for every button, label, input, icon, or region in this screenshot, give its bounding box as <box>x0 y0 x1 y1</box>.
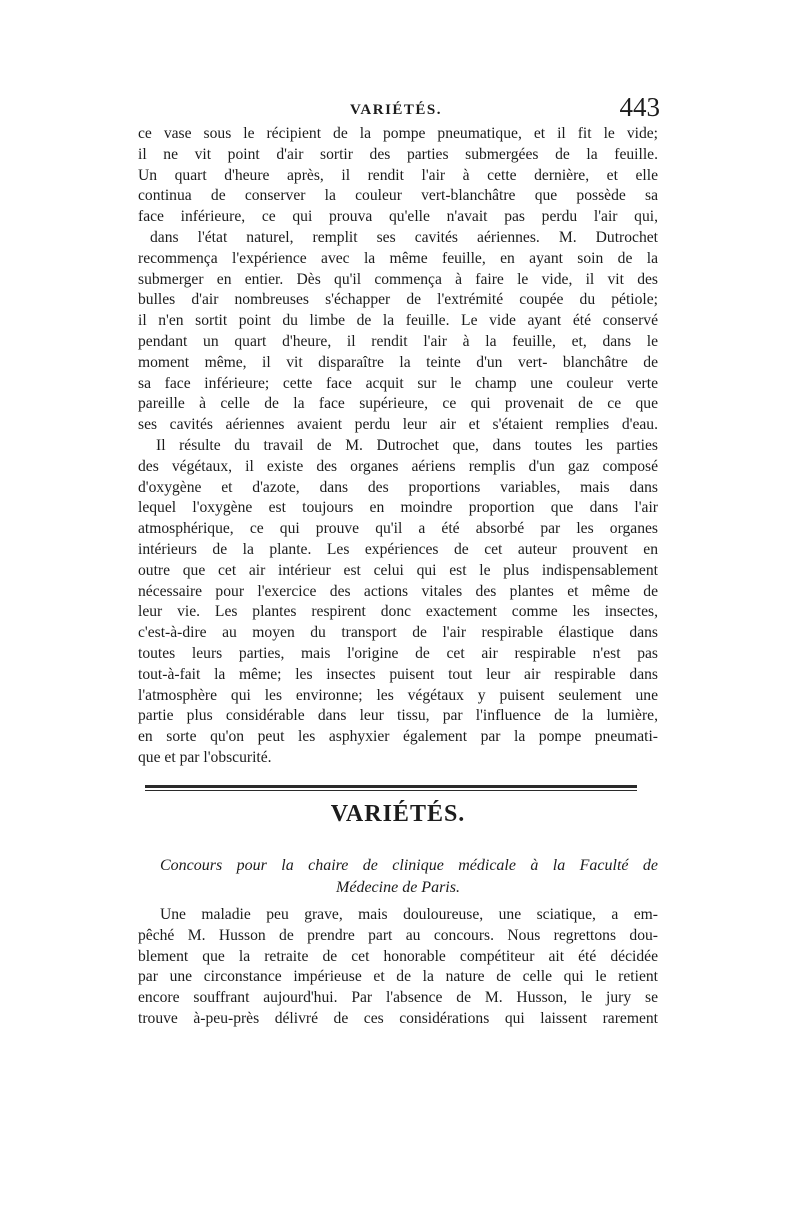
section-subtitle-continued: Médecine de Paris. <box>336 879 460 896</box>
text-line: outre que cet air intérieur est celui qui est le plus indispensablement <box>138 561 658 579</box>
text-line: trouve à-peu-près délivré de ces considérations qui laissent rarement <box>138 1009 658 1027</box>
page-number: 443 <box>619 92 660 122</box>
text-line: dans l'état naturel, remplit ses cavités aériennes. M. Dutrochet <box>150 228 658 246</box>
text-line: pêché M. Husson de prendre part au concours. Nous regrettons dou- <box>138 926 658 944</box>
text-line: nécessaire pour l'exercice des actions vitales des plantes et même de <box>138 582 658 600</box>
text-line: il ne vit point d'air sortir des parties submergées de la feuille. <box>138 145 658 163</box>
text-line: en sorte qu'on peut les asphyxier également par la pompe pneumati- <box>138 728 658 746</box>
text-line: continua de conserver la couleur vert-blanchâtre que possède sa <box>138 187 658 205</box>
text-line: submerger en entier. Dès qu'il commença à faire le vide, il vit des <box>138 270 658 288</box>
text-line: intérieurs de la plante. Les expériences de cet auteur prouvent en <box>138 540 658 558</box>
text-line: Une maladie peu grave, mais douloureuse, une sciatique, a em- <box>160 906 658 923</box>
text-line: des végétaux, il existe des organes aériens remplis d'un gaz composé <box>138 457 658 475</box>
text-line: Un quart d'heure après, il rendit l'air à cette dernière, et elle <box>138 166 658 184</box>
text-line: d'oxygène et d'azote, dans des proportions variables, mais dans <box>138 478 658 496</box>
text-line: ses cavités aériennes avaient perdu leur air et s'étaient remplies d'eau. <box>138 416 658 434</box>
paragraph-experiment <box>138 124 658 436</box>
text-line: leur vie. Les plantes respirent donc exactement comme les insectes, <box>138 603 658 621</box>
text-line: face inférieure, ce qui prouva qu'elle n'avait pas perdu l'air qui, <box>138 208 658 226</box>
text-line: tout-à-fait la même; les insectes puisent tout leur air respirable dans <box>138 665 658 683</box>
text-line: bulles d'air nombreuses s'échapper de l'extrémité coupée du pétiole; <box>138 291 658 309</box>
text-line: recommença l'expérience avec la même feuille, en ayant soin de la <box>138 249 658 267</box>
text-line: ce vase sous le récipient de la pompe pneumatique, et il fit le vide; <box>138 125 658 142</box>
text-line: encore souffrant aujourd'hui. Par l'absence de M. Husson, le jury se <box>138 989 658 1007</box>
section-subtitle: Concours pour la chaire de clinique médicale à la Faculté de <box>160 857 658 874</box>
section-separator <box>145 785 637 793</box>
separator-thin-rule <box>145 790 637 791</box>
text-line: c'est-à-dire au moyen du transport de l'air respirable élastique dans <box>138 624 658 642</box>
text-line: Il résulte du travail de M. Dutrochet que, dans toutes les parties <box>156 437 658 454</box>
text-line: partie plus considérable dans leur tissu, par l'influence de la lumière, <box>138 707 658 725</box>
text-line: sa face inférieure; cette face acquit sur le champ une couleur verte <box>138 374 658 392</box>
paragraph-conclusion <box>138 436 658 769</box>
text-line: toutes leurs parties, mais l'origine de cet air respirable n'est pas <box>138 644 658 662</box>
section-title: VARIÉTÉS. <box>330 801 466 827</box>
text-line: blement que la retraite de cet honorable compétiteur ait été décidée <box>138 947 658 965</box>
text-line: moment même, il vit disparaître la teinte d'un vert- blanchâtre de <box>138 353 658 371</box>
text-line: l'atmosphère qui les environne; les végétaux y puisent seulement une <box>138 686 658 704</box>
separator-thick-rule <box>145 785 637 788</box>
text-line: par une circonstance impérieuse et de la nature de celle qui le retient <box>138 968 658 986</box>
text-line: pareille à celle de la face supérieure, ce qui provenait de ce que <box>138 395 658 413</box>
paragraph-competition <box>138 905 658 1030</box>
text-line: atmosphérique, ce qui prouve qu'il a été absorbé par les organes <box>138 520 658 538</box>
text-line: pendant un quart d'heure, il rendit l'air à la feuille, et, dans le <box>138 332 658 350</box>
text-line: que et par l'obscurité. <box>138 748 272 766</box>
text-line: il n'en sortit point du limbe de la feuille. Le vide ayant été conservé <box>138 312 658 330</box>
running-title: VARIÉTÉS. <box>350 102 443 118</box>
text-line: lequel l'oxygène est toujours en moindre proportion que dans l'air <box>138 499 658 517</box>
running-head <box>140 92 660 126</box>
